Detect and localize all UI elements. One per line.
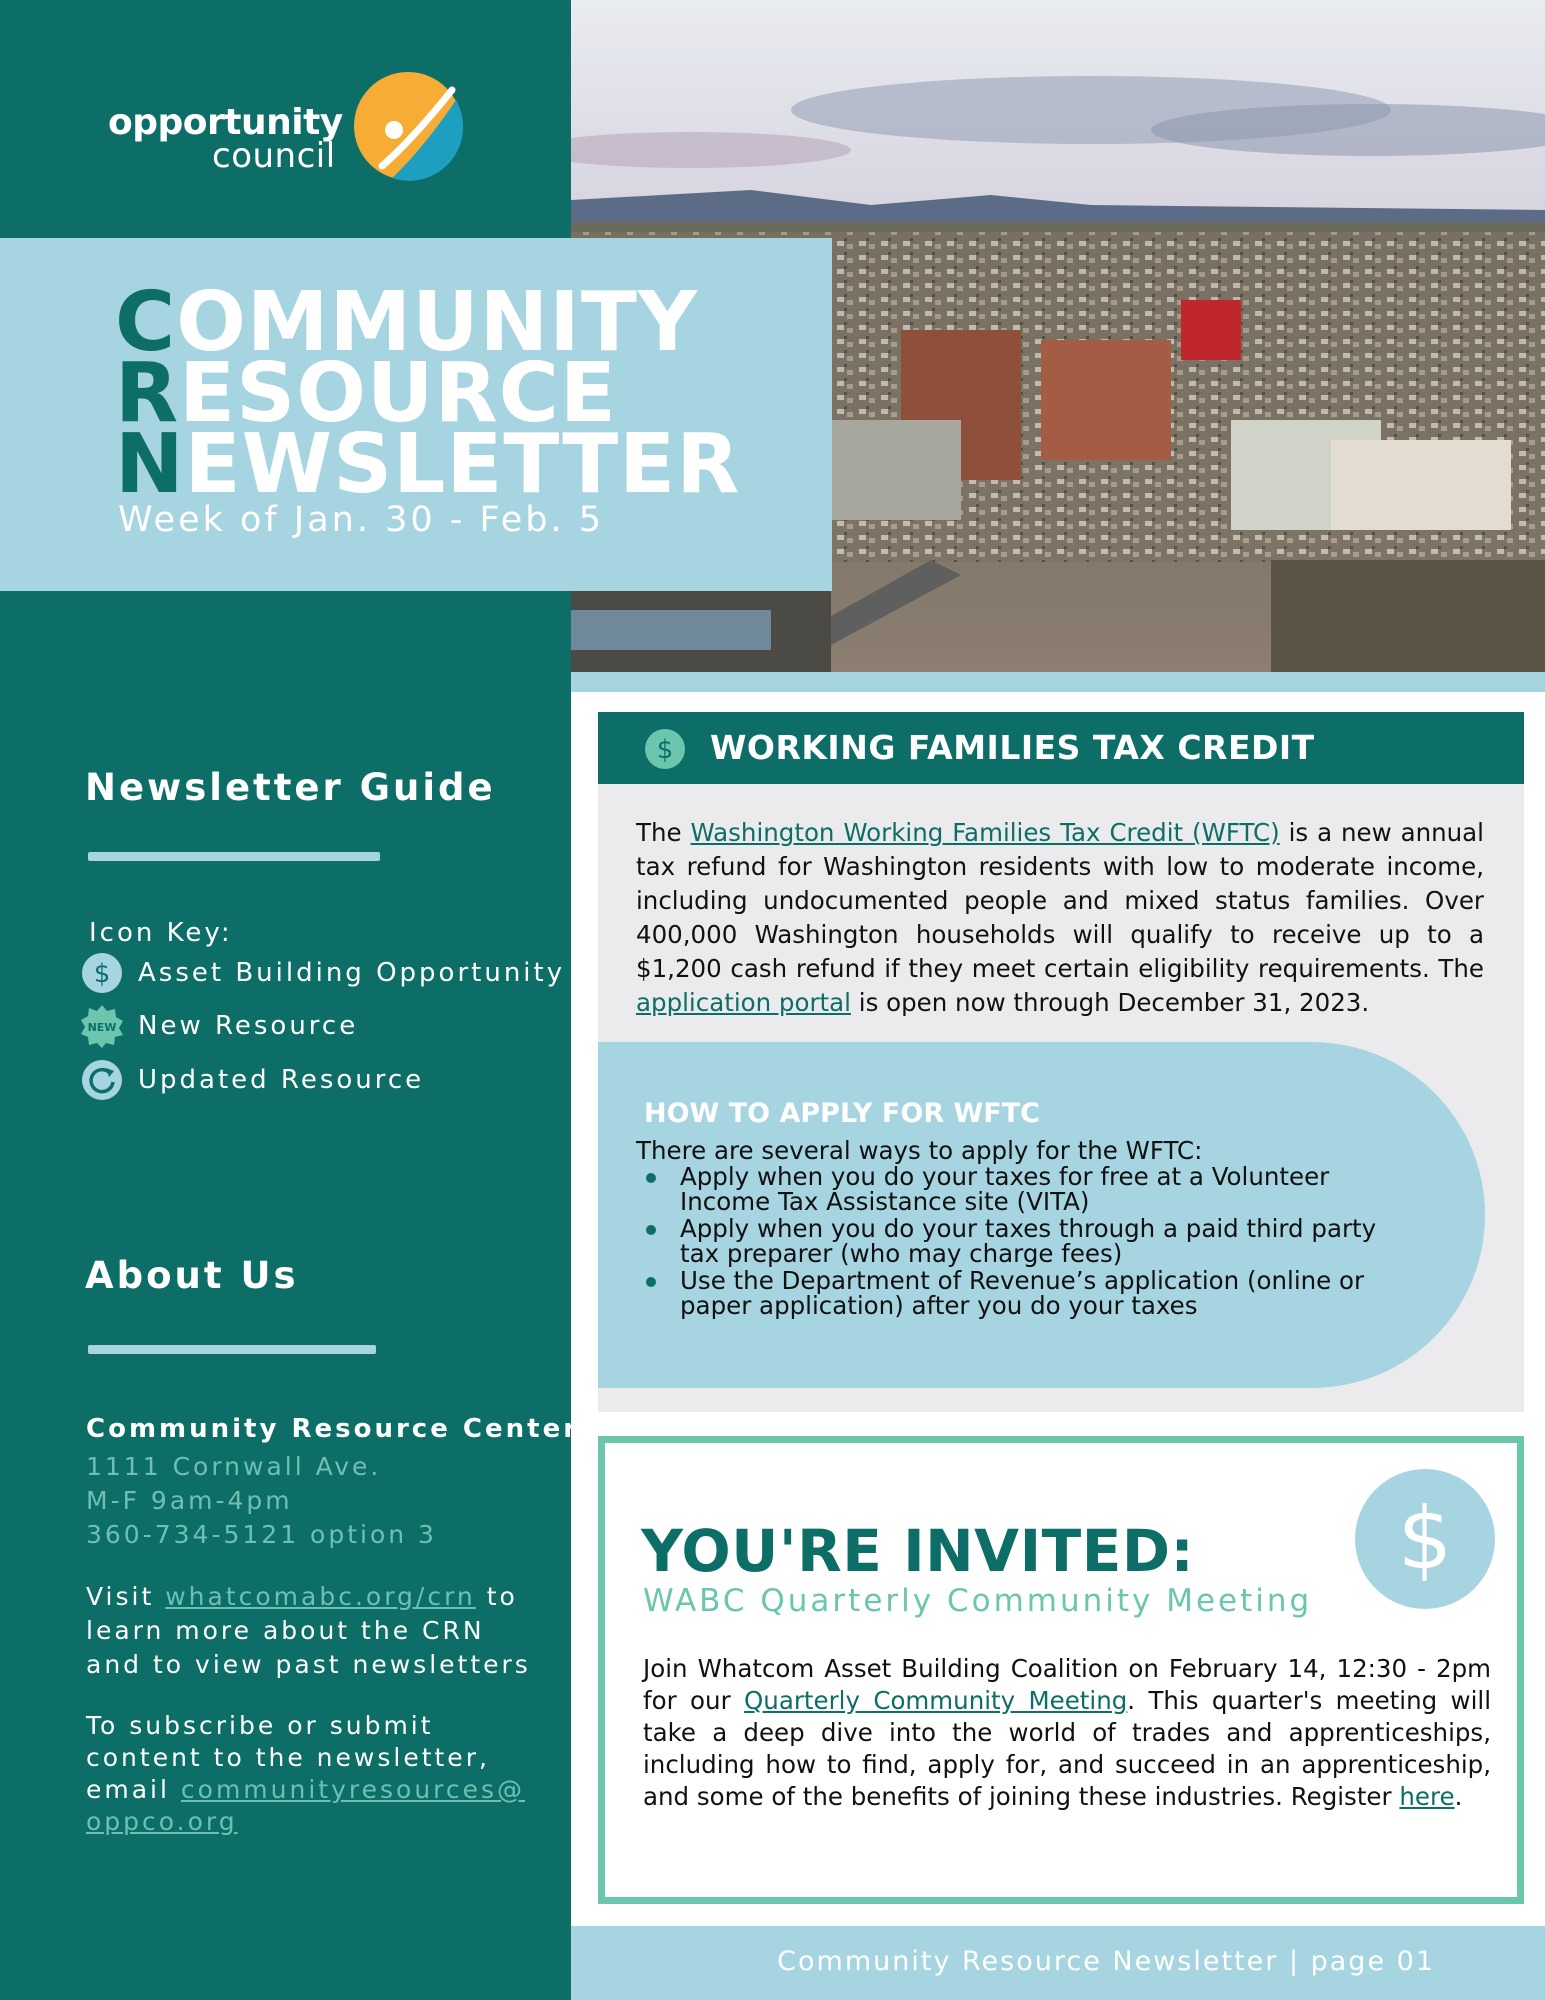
wftc-header [598, 712, 1524, 784]
center-address: 1111 Cornwall Ave. [86, 1452, 382, 1481]
bullet-icon [646, 1225, 656, 1235]
email-link[interactable]: communityresources@ [180, 1775, 526, 1804]
wftc-card [598, 712, 1524, 1412]
list-item: Apply when you do your taxes for free at a Volunteer Income Tax Assistance site (VITA) [636, 1164, 1396, 1214]
icon-key-asset [80, 950, 565, 996]
svg-text:$: $ [93, 959, 111, 989]
logo-word-council: council [212, 136, 336, 176]
hero-divider [571, 672, 1545, 692]
refresh-icon [80, 1058, 124, 1102]
visit-paragraph: Visit whatcomabc.org/crn to learn more about the CRN and to view past newsletters [86, 1582, 531, 1679]
application-portal-link[interactable]: application portal [636, 988, 851, 1017]
how-to-apply-panel [598, 1042, 1485, 1388]
icon-key-label: Icon Key: [89, 918, 233, 948]
how-to-apply-list [636, 1164, 1396, 1320]
logo-word-opportunity: opportunity [108, 102, 343, 143]
newsletter-week: Week of Jan. 30 - Feb. 5 [118, 500, 604, 540]
guide-divider [88, 852, 380, 861]
title-line-community: COMMUNITY [115, 275, 699, 370]
subscribe-paragraph: To subscribe or submit content to the newsletter, email communityresources@ oppco.org [86, 1711, 526, 1836]
dollar-icon [644, 728, 686, 770]
center-phone: 360-734-5121 option 3 [86, 1520, 437, 1549]
how-to-apply-title: HOW TO APPLY FOR WFTC [644, 1098, 1040, 1129]
center-hours: M-F 9am-4pm [86, 1486, 293, 1515]
register-here-link[interactable]: here [1399, 1782, 1455, 1811]
dollar-icon [80, 951, 124, 995]
logo [108, 70, 468, 180]
invite-title: YOU'RE INVITED: [641, 1517, 1195, 1585]
wftc-title: WORKING FAMILIES TAX CREDIT [710, 728, 1315, 767]
footer-page-label: Community Resource Newsletter | page 01 [777, 1946, 1435, 1977]
svg-text:$: $ [1397, 1489, 1453, 1589]
newsletter-guide-heading: Newsletter Guide [85, 766, 496, 809]
how-to-apply-intro: There are several ways to apply for the WFTC: [636, 1136, 1203, 1165]
icon-key-new [80, 1003, 358, 1049]
about-divider [88, 1345, 376, 1354]
invite-subtitle: WABC Quarterly Community Meeting [643, 1583, 1313, 1619]
icon-key-new-label: New Resource [138, 1011, 359, 1041]
bullet-icon [646, 1277, 656, 1287]
email-link-continued[interactable]: oppco.org [86, 1807, 238, 1836]
center-name: Community Resource Center [86, 1414, 580, 1444]
list-item: Use the Department of Revenue’s application (online or paper application) after you do your taxes [636, 1268, 1396, 1318]
svg-text:$: $ [656, 735, 674, 765]
invite-card [598, 1436, 1524, 1904]
svg-text:NEW: NEW [87, 1021, 117, 1034]
icon-key-updated [80, 1057, 424, 1103]
new-badge-icon [80, 1004, 124, 1048]
opportunity-council-logo-mark-icon [352, 70, 464, 182]
about-us-heading: About Us [85, 1254, 299, 1297]
wftc-link[interactable]: Washington Working Families Tax Credit (WFTC) [690, 818, 1280, 847]
list-item: Apply when you do your taxes through a paid third party tax preparer (who may charge fees) [636, 1216, 1396, 1266]
bullet-icon [646, 1173, 656, 1183]
invite-description: Join Whatcom Asset Building Coalition on February 14, 12:30 - 2pm for our Quarterly Community Meeting. This quarter's meeting will take a deep dive into the world of trades and apprenticeships, including how to find, apply for, and succeed in an apprenticeship, and some of the benefits of joining these industries. Register here. [643, 1654, 1492, 1811]
title-line-resource: RESOURCE [115, 346, 617, 441]
wftc-description: The Washington Working Families Tax Credit (WFTC) is a new annual tax refund for Washington residents with low to moderate income, including undocumented people and mixed status families. Over 400,000 Washington households will qualify to receive up to a $1,200 cash refund if they meet certain eligibility requirements. The application portal is open now through December 31, 2023. [636, 818, 1484, 1017]
dollar-icon [1354, 1468, 1496, 1610]
crn-website-link[interactable]: whatcomabc.org/crn [165, 1582, 476, 1611]
quarterly-meeting-link[interactable]: Quarterly Community Meeting [744, 1686, 1128, 1715]
title-line-newsletter: NEWSLETTER [115, 417, 741, 512]
icon-key-asset-label: Asset Building Opportunity [138, 958, 566, 988]
icon-key-updated-label: Updated Resource [138, 1065, 425, 1095]
footer [571, 1926, 1545, 2000]
